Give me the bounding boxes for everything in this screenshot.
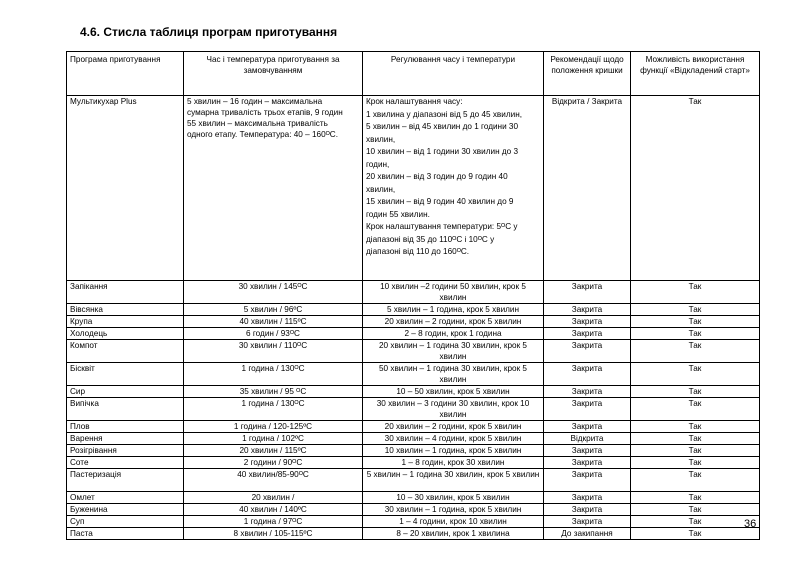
delayed-start: Так: [631, 516, 760, 528]
default-time-temp: [184, 96, 363, 281]
default-time-temp: 40 хвилин / 140ºС: [184, 504, 363, 516]
lid-position: Закрита: [544, 328, 631, 340]
lid-position: Закрита: [544, 457, 631, 469]
program-name: Випічка: [67, 398, 184, 421]
lid-position: Закрита: [544, 445, 631, 457]
delayed-start: Так: [631, 469, 760, 492]
lid-position: До закипання: [544, 528, 631, 540]
table-row: [67, 316, 760, 328]
lid-position: Закрита: [544, 304, 631, 316]
delayed-start: Так: [631, 386, 760, 398]
default-time-temp: 6 годин / 93ᴼС: [184, 328, 363, 340]
table-row: [67, 340, 760, 363]
adjust-time-temp: 30 хвилин – 4 години, крок 5 хвилин: [363, 433, 544, 445]
delayed-start: Так: [631, 328, 760, 340]
delayed-start: Так: [631, 433, 760, 445]
lid-position: Закрита: [544, 316, 631, 328]
adjust-line: діапазоні від 35 до 110ᴼС і 10ᴼС у: [366, 234, 495, 244]
delayed-start: Так: [631, 421, 760, 433]
program-name: Бісквіт: [67, 363, 184, 386]
default-line: 5 хвилин – 16 годин – максимальна: [187, 97, 323, 106]
program-name: Омлет: [67, 492, 184, 504]
adjust-line: Крок налаштування температури: 5ᴼС у: [366, 222, 518, 231]
adjust-time-temp: 10 – 30 хвилин, крок 5 хвилин: [363, 492, 544, 504]
adjust-time-temp: 20 хвилин – 1 година 30 хвилин, крок 5 хвилин: [363, 340, 544, 363]
delayed-start: Так: [631, 340, 760, 363]
program-name: Варення: [67, 433, 184, 445]
adjust-time-temp: 8 – 20 хвилин, крок 1 хвилина: [363, 528, 544, 540]
default-time-temp: 2 години / 90ᴼС: [184, 457, 363, 469]
program-name: Запікання: [67, 281, 184, 304]
header-default: Час і температура приготування за замовчуванням: [184, 52, 363, 96]
table-row: [67, 421, 760, 433]
adjust-line: хвилин,: [366, 184, 396, 194]
lid-position: Закрита: [544, 504, 631, 516]
delayed-start: Так: [631, 363, 760, 386]
program-name: Крупа: [67, 316, 184, 328]
program-name: Пастеризація: [67, 469, 184, 492]
adjust-line: годин,: [366, 159, 390, 169]
default-time-temp: 5 хвилин / 96ºС: [184, 304, 363, 316]
default-time-temp: 30 хвилин / 145ᴼС: [184, 281, 363, 304]
table-row: [67, 516, 760, 528]
delayed-start: Так: [631, 304, 760, 316]
header-delay: Можливість використання функції «Відкладений старт»: [631, 52, 760, 96]
adjust-time-temp: 10 – 50 хвилин, крок 5 хвилин: [363, 386, 544, 398]
default-time-temp: 30 хвилин / 110ᴼС: [184, 340, 363, 363]
program-name: Соте: [67, 457, 184, 469]
default-line: 55 хвилин – максимальна тривалість: [187, 119, 328, 128]
adjust-time-temp: 10 хвилин –2 години 50 хвилин, крок 5 хвилин: [363, 281, 544, 304]
adjust-line: 10 хвилин – від 1 години 30 хвилин до 3: [366, 147, 519, 156]
program-name: Суп: [67, 516, 184, 528]
adjust-time-temp: 1 – 4 години, крок 10 хвилин: [363, 516, 544, 528]
adjust-time-temp: 1 – 8 годин, крок 30 хвилин: [363, 457, 544, 469]
table-row: [67, 469, 760, 492]
lid-position: Відкрита: [544, 433, 631, 445]
adjust-line: годин 55 хвилин.: [366, 209, 430, 219]
table-row: [67, 386, 760, 398]
program-name: Холодець: [67, 328, 184, 340]
adjust-time-temp: 30 хвилин – 1 година, крок 5 хвилин: [363, 504, 544, 516]
default-time-temp: 8 хвилин / 105-115ºС: [184, 528, 363, 540]
lid-position: Закрита: [544, 363, 631, 386]
table-row: [67, 433, 760, 445]
adjust-line: Крок налаштування часу:: [366, 97, 463, 106]
delayed-start: Так: [631, 504, 760, 516]
default-time-temp: 20 хвилин / 115ºС: [184, 445, 363, 457]
delayed-start: Так: [631, 316, 760, 328]
delayed-start: Так: [631, 457, 760, 469]
table-row: [67, 96, 760, 281]
lid-position: Закрита: [544, 398, 631, 421]
header-lid: Рекомендації щодо положення кришки: [544, 52, 631, 96]
default-time-temp: 1 година / 97ᴼС: [184, 516, 363, 528]
table-row: [67, 528, 760, 540]
table-row: [67, 304, 760, 316]
program-name: Паста: [67, 528, 184, 540]
lid-position: Закрита: [544, 340, 631, 363]
default-time-temp: 40 хвилин/85-90ᴼС: [184, 469, 363, 492]
lid-position: Закрита: [544, 492, 631, 504]
delayed-start: Так: [631, 445, 760, 457]
adjust-time-temp: [363, 96, 544, 281]
program-name: Сир: [67, 386, 184, 398]
adjust-line: 15 хвилин – від 9 годин 40 хвилин до 9: [366, 197, 514, 206]
lid-position: Закрита: [544, 281, 631, 304]
delayed-start: Так: [631, 492, 760, 504]
program-name: Компот: [67, 340, 184, 363]
program-name: Мультикухар Plus: [67, 96, 184, 281]
lid-position: Закрита: [544, 516, 631, 528]
delayed-start: Так: [631, 281, 760, 304]
table-row: [67, 457, 760, 469]
program-table: [66, 51, 760, 540]
header-program: Програма приготування: [67, 52, 184, 96]
lid-position: Відкрита / Закрита: [544, 96, 631, 281]
table-row: [67, 363, 760, 386]
lid-position: Закрита: [544, 386, 631, 398]
program-name: Вівсянка: [67, 304, 184, 316]
program-name: Плов: [67, 421, 184, 433]
adjust-line: 20 хвилин – від 3 годин до 9 годин 40: [366, 172, 508, 181]
adjust-line: 5 хвилин – від 45 хвилин до 1 години 30: [366, 122, 519, 131]
adjust-time-temp: 20 хвилин – 2 години, крок 5 хвилин: [363, 421, 544, 433]
table-row: [67, 328, 760, 340]
default-time-temp: 1 година / 130ᴼС: [184, 398, 363, 421]
default-time-temp: 1 година / 130ᴼС: [184, 363, 363, 386]
lid-position: Закрита: [544, 421, 631, 433]
table-row: [67, 281, 760, 304]
adjust-time-temp: 50 хвилин – 1 година 30 хвилин, крок 5 хвилин: [363, 363, 544, 386]
default-time-temp: 40 хвилин / 115ºС: [184, 316, 363, 328]
default-time-temp: 35 хвилин / 95 ᴼС: [184, 386, 363, 398]
adjust-time-temp: 5 хвилин – 1 година 30 хвилин, крок 5 хвилин: [363, 469, 544, 492]
table-row: [67, 398, 760, 421]
program-name: Розігрівання: [67, 445, 184, 457]
adjust-time-temp: 20 хвилин – 2 години, крок 5 хвилин: [363, 316, 544, 328]
default-time-temp: 20 хвилин /: [184, 492, 363, 504]
delayed-start: Так: [631, 528, 760, 540]
table-row: [67, 445, 760, 457]
adjust-line: діапазоні від 110 до 160ᴼС.: [366, 247, 470, 256]
adjust-time-temp: 5 хвилин – 1 година, крок 5 хвилин: [363, 304, 544, 316]
default-time-temp: 1 година / 102ºС: [184, 433, 363, 445]
default-line: сумарна тривалість трьох етапів, 9 годин: [187, 108, 343, 117]
table-row: [67, 504, 760, 516]
program-name: Буженина: [67, 504, 184, 516]
section-heading: 4.6. Стисла таблиця програм приготування: [80, 25, 338, 39]
delayed-start: Так: [631, 398, 760, 421]
adjust-line: 1 хвилина у діапазоні від 5 до 45 хвилин,: [366, 109, 522, 119]
default-line: одного етапу. Температура: 40 – 160ᴼС.: [187, 130, 338, 139]
adjust-line: хвилин,: [366, 134, 396, 144]
table-header-row: [67, 52, 760, 96]
lid-position: Закрита: [544, 469, 631, 492]
page-number: 36: [744, 518, 757, 530]
delayed-start: Так: [631, 96, 760, 281]
header-adjust: Регулювання часу і температури: [363, 52, 544, 96]
adjust-time-temp: 10 хвилин – 1 година, крок 5 хвилин: [363, 445, 544, 457]
table-row: [67, 492, 760, 504]
default-time-temp: 1 година / 120-125ºС: [184, 421, 363, 433]
adjust-time-temp: 30 хвилин – 3 години 30 хвилин, крок 10 хвилин: [363, 398, 544, 421]
adjust-time-temp: 2 – 8 годин, крок 1 година: [363, 328, 544, 340]
